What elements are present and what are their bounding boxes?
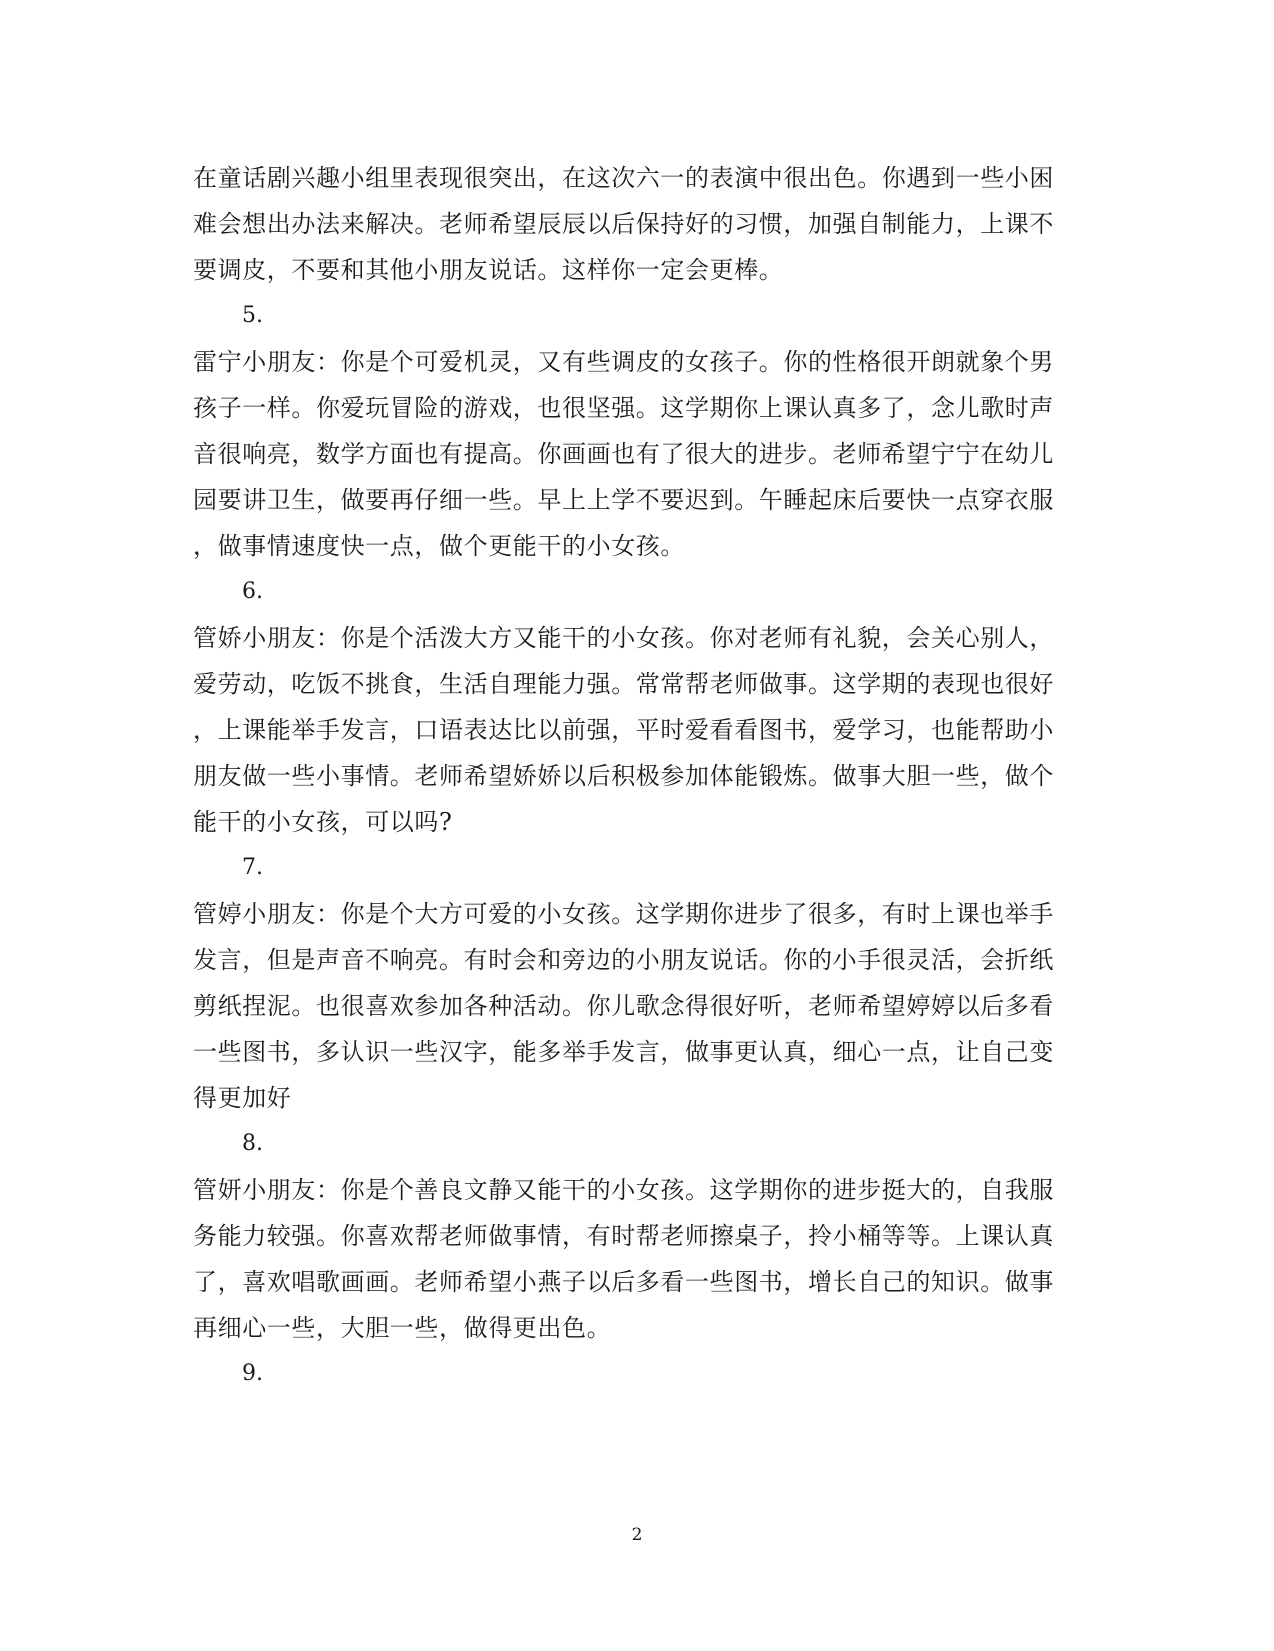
text-line: 爱劳动，吃饭不挑食，生活自理能力强。常常帮老师做事。这学期的表现也很好 — [193, 670, 1054, 698]
text-line: 管妍小朋友：你是个善良文静又能干的小女孩。这学期你的进步挺大的，自我服 — [193, 1176, 1054, 1204]
text-line: 音很响亮，数学方面也有提高。你画画也有了很大的进步。老师希望宁宁在幼儿 — [193, 440, 1054, 468]
text-line: 再细心一些，大胆一些，做得更出色。 — [193, 1314, 612, 1342]
text-line: 孩子一样。你爱玩冒险的游戏，也很坚强。这学期你上课认真多了，念儿歌时声 — [193, 394, 1054, 422]
item-number: 8. — [242, 1131, 263, 1156]
text-line: 管婷小朋友：你是个大方可爱的小女孩。这学期你进步了很多，有时上课也举手 — [193, 900, 1054, 928]
text-line: 管娇小朋友：你是个活泼大方又能干的小女孩。你对老师有礼貌，会关心别人， — [193, 624, 1054, 652]
text-line: 得更加好 — [193, 1084, 292, 1112]
text-line: 园要讲卫生，做要再仔细一些。早上上学不要迟到。午睡起床后要快一点穿衣服 — [193, 486, 1054, 514]
text-line: 剪纸捏泥。也很喜欢参加各种活动。你儿歌念得很好听，老师希望婷婷以后多看 — [193, 992, 1054, 1020]
text-line: 务能力较强。你喜欢帮老师做事情，有时帮老师擦桌子，拎小桶等等。上课认真 — [193, 1222, 1054, 1250]
text-line: 要调皮，不要和其他小朋友说话。这样你一定会更棒。 — [193, 256, 784, 284]
text-line: 发言，但是声音不响亮。有时会和旁边的小朋友说话。你的小手很灵活，会折纸 — [193, 946, 1054, 974]
item-number: 9. — [242, 1361, 263, 1386]
text-line: 难会想出办法来解决。老师希望辰辰以后保持好的习惯，加强自制能力，上课不 — [193, 210, 1054, 238]
page-number: 2 — [631, 1525, 643, 1545]
item-number: 5. — [242, 303, 263, 328]
text-line: 一些图书，多认识一些汉字，能多举手发言，做事更认真，细心一点，让自己变 — [193, 1038, 1054, 1066]
text-line: 在童话剧兴趣小组里表现很突出，在这次六一的表演中很出色。你遇到一些小困 — [193, 164, 1054, 192]
text-line: 朋友做一些小事情。老师希望娇娇以后积极参加体能锻炼。做事大胆一些，做个 — [193, 762, 1054, 790]
item-number: 7. — [242, 855, 263, 880]
text-line: 了，喜欢唱歌画画。老师希望小燕子以后多看一些图书，增长自己的知识。做事 — [193, 1268, 1054, 1296]
text-line: 雷宁小朋友：你是个可爱机灵，又有些调皮的女孩子。你的性格很开朗就象个男 — [193, 348, 1054, 376]
text-line: ，上课能举手发言，口语表达比以前强，平时爱看看图书，爱学习，也能帮助小 — [193, 716, 1054, 744]
text-line: 能干的小女孩，可以吗? — [193, 808, 453, 836]
text-line: ，做事情速度快一点，做个更能干的小女孩。 — [193, 532, 685, 560]
item-number: 6. — [242, 579, 263, 604]
